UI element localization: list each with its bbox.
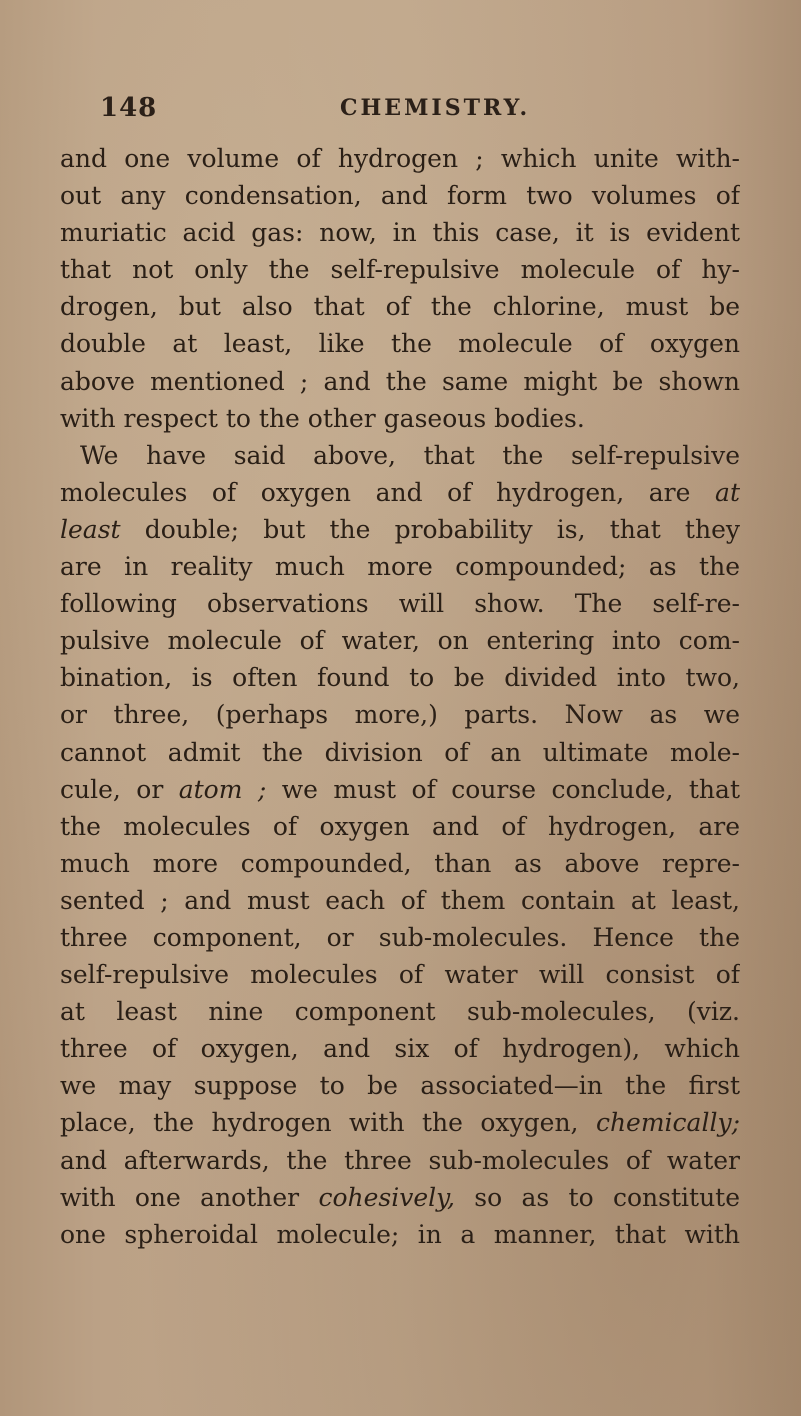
text-line: are in reality much more compounded; as the <box>60 552 740 582</box>
text-line: drogen, but also that of the chlorine, must be <box>60 292 740 322</box>
italic-text: least <box>60 514 121 544</box>
text-line: cule, or atom ; we must of course conclude, that <box>60 774 740 804</box>
text-line: pulsive molecule of water, on entering into com- <box>60 626 740 656</box>
text-line: and one volume of hydrogen ; which unite with- <box>60 144 740 173</box>
page-header <box>100 93 740 133</box>
text-line: out any condensation, and form two volumes of <box>60 181 740 211</box>
text-line: muriatic acid gas: now, in this case, it is evident <box>60 218 740 248</box>
text-line: self-repulsive molecules of water will consist of <box>60 960 740 990</box>
page-number: 148 <box>100 93 158 123</box>
text-line: the molecules of oxygen and of hydrogen, are <box>60 811 740 841</box>
text-line: we may suppose to be associated—in the first <box>60 1071 740 1101</box>
text-line: at least nine component sub-molecules, (viz. <box>60 997 740 1027</box>
text-line: sented ; and must each of them contain at least, <box>60 885 740 915</box>
text-line: double at least, like the molecule of oxygen <box>60 329 740 359</box>
text-line: that not only the self-repulsive molecule of hy- <box>60 255 740 285</box>
text-line: cannot admit the division of an ultimate mole- <box>60 737 740 767</box>
text-line: much more compounded, than as above repre- <box>60 848 740 878</box>
text-line: and afterwards, the three sub-molecules of water <box>60 1145 740 1175</box>
text-line: with one another cohesively, so as to constitute <box>60 1182 740 1212</box>
text-line: place, the hydrogen with the oxygen, chemically; <box>60 1108 740 1138</box>
running-head: CHEMISTRY. <box>340 95 531 121</box>
text-line: following observations will show. The self-re- <box>60 589 740 619</box>
text-line: one spheroidal molecule; in a manner, that with <box>60 1219 740 1249</box>
text-line: with respect to the other gaseous bodies. <box>60 403 585 433</box>
text-line: three of oxygen, and six of hydrogen), which <box>60 1034 740 1064</box>
text-line: molecules of oxygen and of hydrogen, are at <box>60 477 740 507</box>
text-line: three component, or sub-molecules. Hence the <box>60 922 740 952</box>
italic-text: at <box>715 477 740 507</box>
italic-text: chemically; <box>595 1108 740 1138</box>
text-line: bination, is often found to be divided into two, <box>60 663 740 693</box>
text-line: least double; but the probability is, that they <box>60 514 740 544</box>
italic-text: atom ; <box>178 774 267 804</box>
text-line: or three, (perhaps more,) parts. Now as we <box>60 700 740 730</box>
italic-text: cohesively, <box>318 1182 455 1212</box>
text-line: above mentioned ; and the same might be shown <box>60 366 740 396</box>
body-text <box>60 140 740 1253</box>
text-line: We have said above, that the self-repulsive <box>80 440 740 470</box>
